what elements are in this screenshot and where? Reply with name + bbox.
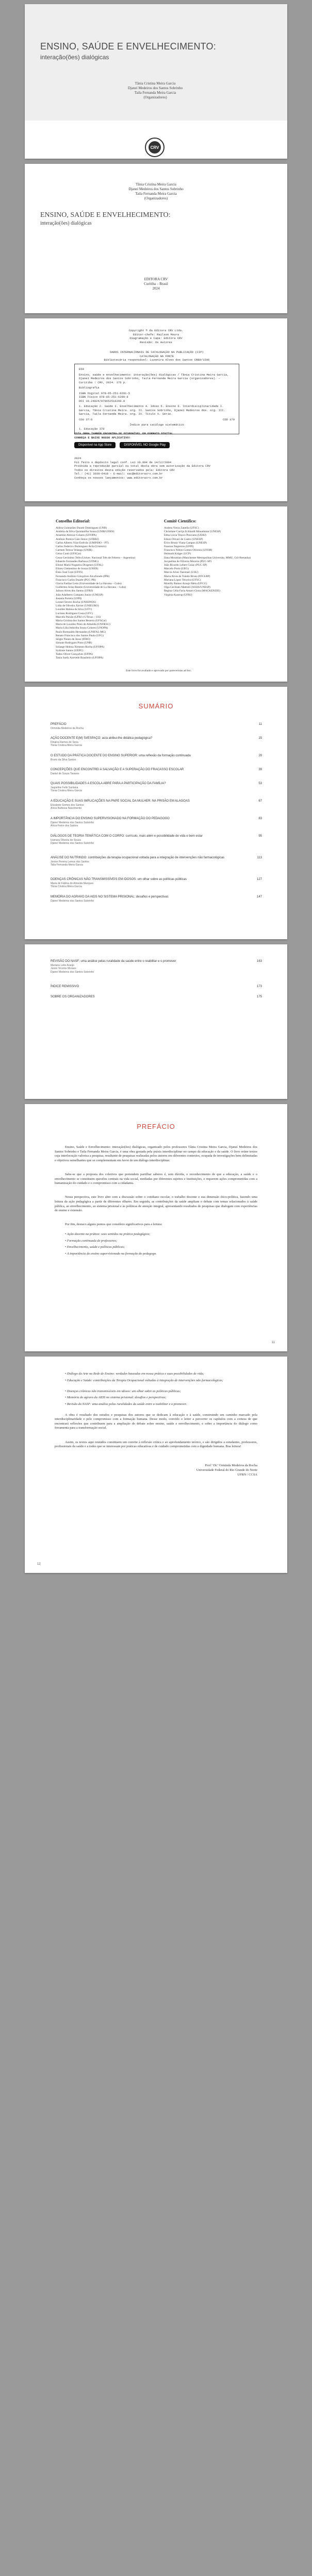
preface-paragraph: A obra é resultado dos estudos e pesquisas dos autores que se dedicam à educação e à saúde, construindo um caminho marcado pela interdisciplinaridade e pelo compromisso com a formação humana. Desse modo, convido o leitor a percorrer os capítulos com a certeza de que encontrará reflexões que contribuem para a ampliação do debate sobre ensino, saúde e envelhecimento, e sobre a importância do diálogo como ferramenta para a transformação social.: [55, 1413, 257, 1430]
preface-paragraph: Assim, os textos aqui reunidos constituem um convite à reflexão crítica e ao aprofundamento teórico, e são dirigidos a estudantes, professores, profissionais da saúde e a todos que se interessam por práticas educativas e de cuidado comprometidas com a dignidade humana. Boa leitura!: [55, 1440, 257, 1449]
editorial-board: [56, 519, 154, 660]
toc-entry-author: Maria de Fátima de Almeida Marques: [51, 882, 94, 885]
crv-logo-icon: [144, 137, 165, 158]
scientific-member: Edna Lúcia Tinoco Ponciano (UERJ): [164, 534, 206, 537]
title-page-author: Djaneí Medeiros dos Santos Sobrinho: [128, 187, 184, 191]
toc-entry: [51, 723, 262, 730]
copyright-line: Revisão: Os Autores: [140, 340, 172, 344]
title-page-publisher: [102, 277, 210, 291]
copyright-page: [25, 318, 287, 501]
toc-entry-author: Djaneí Medeiros dos Santos Sobrinho: [51, 842, 94, 845]
page-number: 11: [271, 1341, 275, 1344]
toc-entry-author: Ivamara Oliveira de Souza: [51, 838, 81, 842]
scientific-member: Edson Olivari de Castro (UNESP): [164, 537, 203, 541]
toc-entry: [51, 737, 262, 748]
toc-heading: SUMÁRIO: [138, 702, 174, 710]
editorial-member: Jailson Alves dos Santos (UFRJ): [56, 589, 93, 593]
toc-entry-author: Daniel de Souza Tavares: [51, 772, 79, 775]
editorial-member: Aldira Guimarães Duarte Domínguez (UNB): [56, 527, 107, 530]
toc-page: [25, 687, 287, 939]
editorial-member: Élsio José Corá (UFFS): [56, 571, 83, 574]
notice-line: CONHEÇA E BAIXE NOSSO APLICATIVO!: [74, 435, 130, 439]
toc-entry: [51, 995, 262, 999]
toc-entry-title: PREFÁCIO: [51, 723, 67, 726]
cover-subtitle: interação(ões) dialógicas: [40, 54, 109, 61]
editorial-member: Leonel Severo Rocha (UNISINOS): [56, 601, 96, 604]
catalog-id: E59: [79, 367, 84, 371]
editorial-member: Francisco Carlos Duarte (PUC-PR): [56, 578, 96, 582]
toc-entry-page: 29: [258, 754, 262, 757]
isbn-line: ISBN Físico 978-65-251-6290-8: [79, 395, 128, 399]
toc-entry-title: CONCEPÇÕES QUE ENCONTREI A SALVAÇÃO E A SUPERAÇÃO DO FRACASSO ESCOLAR: [51, 768, 184, 771]
copyright-footer: [74, 456, 239, 480]
preface-bullet: • A importância do ensino supervisionado na formação do pedagogo.: [65, 1251, 157, 1256]
preface-bullet: • Educação e Saúde: contribuições da Terapia Ocupacional voltadas à integração de intervenções não farmacológicas;: [65, 1378, 223, 1382]
toc-entry-title: AÇÃO DOCENTE E(M) SI/ESPAÇO: as/a atribui-lhe didática pedagógica?: [51, 737, 153, 740]
publisher-name: EDITORA CRV: [144, 277, 168, 281]
scientific-member: Marcia Alves Tassinari (USU): [164, 571, 199, 574]
preface-bullet: • Revisão do NASF: uma análise pelas ruralidades da saúde entre o reabilitar e o promover.: [65, 1402, 187, 1406]
toc-entry-page: 127: [256, 878, 262, 881]
title-page-authors: [102, 182, 210, 201]
editorial-member: Guillermo Arias Beatón (Universidade de La Havana – Cuba): [56, 586, 126, 589]
scientific-member: Érico Bruno Viana Campos (UNESP): [164, 541, 207, 545]
cover-page: [25, 4, 287, 159]
editorial-member: Eduardo Fernandes Barbosa (UFMG): [56, 560, 98, 563]
scientific-member: Francisco Nilton Gomes Oliveira (UFSM): [164, 549, 212, 552]
toc-entry-page: 15: [258, 737, 262, 740]
scientific-member: Mariana Lopez Teixeira (UFSC): [164, 578, 201, 582]
toc-entry-title: DIÁLOGOS DE TEORIA TEMÁTICA COM O CORPO: currículo, mais além e possibilidade de vida e bem estar: [51, 835, 203, 838]
editorial-member: Renato Francisco dos Santos Paula (UFG): [56, 634, 104, 637]
boards-page: [25, 506, 287, 682]
index-line: 1. Educação 370: [79, 427, 105, 431]
editorial-member: Carmen Tereza Velanga (UNIR): [56, 549, 92, 552]
editorial-member: Lourdes Helena da Silva (UFV): [56, 608, 92, 612]
editorial-member: Luciano Rodrigues Costa (UFV): [56, 612, 93, 615]
preface-page-cont: [25, 1357, 287, 1573]
editorial-member: Elizeu Clementino de Souza (UNEB): [56, 567, 98, 571]
cover-title: ENSINO, SAÚDE E ENVELHECIMENTO:: [40, 41, 216, 52]
footer-line: Proibida a reprodução parcial ou total desta obra sem autorização da Editora CRV: [74, 464, 211, 468]
catalog-heading: [74, 350, 239, 362]
title-page-author: Tânia Cristina Meira Garcia: [136, 182, 176, 187]
preface-signature: [196, 1464, 257, 1477]
editorial-member: Antônio Pereira Gaio Júnior (UFRRJ): [56, 537, 99, 541]
editorial-member: Maria Lília Imbiriba Sousa Colares (UNOPA): [56, 626, 108, 630]
editorial-member: Elione Maria Nogueira Diogenes (UFAL): [56, 564, 103, 567]
toc-entry-page: 95: [258, 835, 262, 838]
editorial-member: Cesar Gerónimo Tello (Univer. Nacional Três de Febrero – Argentina): [56, 556, 136, 560]
editorial-member: Carlos Federico Dominguez Avila (Unieuro): [56, 545, 106, 549]
toc-entry-author: Alícia Barbosa Nascimento: [51, 807, 82, 810]
toc-entry: [51, 754, 262, 761]
toc-entry-title: SOBRE OS ORGANIZADORES: [51, 995, 95, 998]
preface-bullet: • Doenças crônicas não transmissíveis em idosos: um olhar sobre as políticas públicas;: [65, 1389, 181, 1393]
scientific-member: Helmuth Krüger (UCP): [164, 552, 191, 556]
crv-logo-text: CRV: [150, 145, 159, 150]
editorial-member: Tadeu Oliver Gonçalves (UFPA): [56, 652, 93, 656]
editorial-member: Celso Conti (UFSCar): [56, 552, 81, 556]
editorial-member: Solange Helena Ximenes-Rocha (UFOPA): [56, 645, 105, 649]
editorial-member: Sydione Santos (UEPG): [56, 649, 84, 652]
scientific-member: Virgínia Kastrup (UFRJ): [164, 593, 192, 597]
toc-entry-title: O ESTUDO DA PRÁTICA DOCENTE DO ENSINO SUPERIOR: uma reflexão da formação continuada: [51, 754, 191, 757]
editorial-member: Simone Rodrigues Pinto (UNB): [56, 641, 92, 645]
catalog-cdu: CDU 37:6: [79, 417, 93, 421]
app-store-badge[interactable]: Disponível na App Store: [74, 442, 116, 448]
scientific-member: Ilana Mountian (Manchester Metropolitan University, MMU, Grã-Bretanha): [164, 556, 251, 560]
toc-entry: [51, 782, 262, 793]
cover-author: Djaneí Medeiros dos Santos Sobrinho: [127, 86, 183, 90]
notice-line: ESTA OBRA TAMBÉM ENCONTRA-SE DISPONÍVEL EM FORMATO DIGITAL.: [74, 432, 175, 435]
scientific-committee-list: [164, 527, 262, 597]
toc-entry-author: Djaneí Medeiros dos Santos Sobrinho: [51, 899, 94, 903]
scientific-member: Fauston Negreiros (UFPI): [164, 545, 194, 549]
preface-paragraph: Por fim, destaco alguns pontos que considero significativos para a leitura:: [65, 1223, 162, 1227]
page-number: 12: [37, 1563, 41, 1566]
toc-entry-page: 53: [258, 782, 262, 785]
publisher-year: 2024: [152, 286, 160, 291]
toc-entry-author: Taila Fernanda Meira Garcia: [51, 863, 84, 867]
cover-author: Tânia Cristina Meira Garcia: [135, 81, 176, 86]
catalog-isbn: [79, 392, 235, 403]
toc-entry: [51, 895, 262, 903]
toc-entry-title: A EDUCAÇÃO E SUAS IMPLICAÇÕES NA PNPE SOCIAL DA MULHER: NA PRISÃO EM ALAGOAS: [51, 800, 190, 803]
toc-entry-title: A IMPORTÂNCIA DO ENSINO SUPERVISIONADO NA FORMAÇÃO DO PEDAGOGO: [51, 817, 170, 820]
toc-entry-page: 113: [257, 856, 262, 859]
toc-entry-page: 163: [256, 960, 262, 963]
preface-bullet: • Formação continuada de professores;: [65, 1239, 118, 1243]
toc-entry: [51, 856, 262, 867]
copyright-lines: [102, 329, 210, 344]
preface-paragraph: Ensino, Saúde e Envelhecimento: interação(ões) dialógicas, organizado pelos professores Tânia Cristina Meira Garcia, Djaneí Medeiros dos Santos Sobrinho e Taila Fernanda Meira Garcia, é uma obra gestada pela práxis interdisciplinar no campo da educação e da saúde. O livro reúne textos cuja interlocução valoriza a pesquisa, resultante de pesquisas realizadas pelos autores em diferentes contextos, ocupada de investigações bem delimitadas e objetivos semelhantes que se complementam em favor de um diálogo interdisciplinar.: [55, 1145, 257, 1162]
catalog-text: Ensino, saúde e envelhecimento: interação(ões) dialógicas / Tânia Cristina Meira Garcia, Djaneí Medeiros dos Santos Sobrinho, Taila Fernanda Meira Garcia (organizadores). – Curitiba : CRV, 2024. 176 p.: [79, 372, 229, 384]
toc-entry-page: 147: [256, 895, 262, 899]
editorial-member: Anselmo Alencar Colares (UFOPA): [56, 534, 97, 537]
title-page: [25, 164, 287, 313]
toc-entry-title: DOENÇAS CRÔNICAS NÃO TRANSMISSÍVEIS EM IDOSOS: um olhar sobre as políticas públicas: [51, 878, 187, 881]
toc-entry-author: Tânia Cristina Meira Garcia: [51, 885, 82, 888]
toc-entry-title: ANÁLISE DO NUTRINDO: contribuições da terapia ocupacional voltada para a integração de intervenções não farmacológicas: [51, 856, 225, 859]
toc-entry-author: Jenise Pereira Lemos dos Santos: [51, 860, 89, 863]
editorial-member: Maria Cristina dos Santos Bezerra (UFSCar): [56, 619, 107, 623]
copyright-line: Diagramação e Capa: Editora CRV: [129, 336, 183, 340]
toc-entry-page: 11: [258, 723, 262, 726]
toc-entry-author: Tânia Cristina Meira Garcia: [51, 789, 82, 792]
catalog-heading-line: CATALOGAÇÃO NA FONTE: [139, 354, 174, 358]
google-play-badge[interactable]: DISPONÍVEL NO Google Play: [120, 442, 170, 448]
publisher-city: Curitiba – Brasil: [144, 282, 168, 286]
scientific-member: Regina Célia Faria Amaro Giora (MACKENZIE): [164, 589, 220, 593]
toc-entry-page: 67: [258, 800, 262, 803]
toc-entry-title: REVISÃO DO NASF: uma análise pelas ruralidade da saúde entre o reabilitar e o promover: [51, 960, 176, 963]
preface-bullet: • Envelhecimento, saúde e políticas públicas;: [65, 1245, 125, 1249]
title-page-title: ENSINO, SAÚDE E ENVELHECIMENTO:: [40, 211, 171, 219]
toc-entry-page: 173: [256, 985, 262, 988]
cover-authors: [106, 81, 204, 100]
cover-banner: [25, 4, 287, 121]
peer-review-note: Este livro foi avaliado e aprovado por pareceristas ad hoc.: [126, 669, 192, 672]
scientific-member: Marcelo Porto (UEG): [164, 567, 189, 571]
toc-entry: [51, 817, 262, 828]
scientific-member: João Ricardo Lebert Cozac (PUC-SP): [164, 564, 207, 567]
footer-line: 2024: [74, 456, 81, 460]
toc-entry: [51, 835, 262, 845]
catalog-subjects: 1. Educação 2. Saúde 3. Envelhecimento 4. Idoso 5. Ensino 6. Interdisciplinaridade I. Garcia, Tânia Cristina Meira. org. II. Santos Sobrinho, Djaneí Medeiros dos. org. III. Garcia, Taila Fernanda Meira. org. IV. Título V. Série.: [79, 404, 225, 416]
scientific-member: Andrea Vieira Zanella (UFSC): [164, 527, 199, 530]
isbn-line: ISBN Digital 978-65-251-6291-5: [79, 391, 130, 395]
editorial-member: Maria de Lourdes Pinto de Almeida (UNOESC): [56, 623, 110, 626]
toc-entry-author: Djaneí Medeiros dos Santos Sobrinho: [51, 821, 94, 824]
toc-entry-page: 83: [258, 817, 262, 820]
signature-line: Prof.ª Dr.ª Orminda Medeiros da Rocha: [205, 1464, 257, 1468]
editorial-board-title: Conselho Editorial:: [56, 519, 90, 523]
toc-entry-author: Júnior Vicente Moraes: [51, 967, 76, 970]
footer-line: Foi feito o depósito legal conf. Lei 10.994 de 14/12/2004: [74, 460, 172, 464]
store-badges: [74, 442, 170, 448]
toc-entry-title: QUAIS POSSIBILIDADES A ESCOLA ABRE PARA A PARTICIPAÇÃO DA FAMÍLIA?: [51, 782, 166, 785]
toc-entry: [51, 800, 262, 810]
digital-notice: [74, 432, 239, 439]
editorial-board-list: [56, 527, 154, 660]
catalog-heading-line: DADOS INTERNACIONAIS DE CATALOGAÇÃO NA PUBLICAÇÃO (CIP): [110, 350, 204, 354]
preface-bullet: • Ação docente na prática: seus sentidos na prática pedagógica;: [65, 1232, 151, 1236]
preface-heading: PREFÁCIO: [137, 1123, 175, 1130]
toc-entry: [51, 985, 262, 989]
catalog-heading-line: Bibliotecária responsável: Luzenira Alves dos Santos CRB9/1506: [104, 358, 210, 362]
editorial-member: Fernando Antônio Gonçalves Alcoforado (IPB): [56, 574, 110, 578]
copyright-line: Copyright © da Editora CRV Ltda.: [128, 329, 184, 332]
editorial-member: Carlos Alberto Vilar Estêvão (UMINHO – PT): [56, 541, 109, 545]
editorial-member: Paulo Romualdo Hernandes (UNIFAL-MG): [56, 630, 106, 634]
cover-author: Taila Fernanda Meira Garcia: [134, 91, 176, 95]
toc-entry-title: ÍNDICE REMISSIVO: [51, 985, 79, 988]
editorial-member: Andréia da Silva Quintanilha Sousa (UNIR/UFRN): [56, 530, 114, 534]
toc-entry: [51, 960, 262, 974]
toc-entry-author: Bruno da Silva Santos: [51, 758, 76, 761]
toc-entry: [51, 768, 262, 775]
catalog-bibliography: Bibliografia: [79, 386, 100, 389]
index-title: Índice para catálogo sistemático: [129, 423, 184, 427]
preface-paragraph: Nessa perspectiva, este livro abre com a discussão sobre o cotidiano escolar, o trabalho docente e sua dimensão ético-política, fazendo uma leitura da ação pedagógica a partir de diferentes olhares. Em seguida, as contribuições da saúde ampliam o debate com temas relacionados à saúde pública, ao envelhecimento, ao sistema prisional e às políticas de atenção integral, apresentando resultados de pesquisas que dialogam com experiências de ensino e extensão.: [55, 1195, 257, 1213]
title-page-subtitle: interação(ões) dialógicas: [40, 221, 92, 226]
scientific-member: Christiane Carrijo Eckhardt Mouammar (UNESP): [164, 530, 221, 534]
scientific-member: Monilly Ramos Araujo Melo (UFCG): [164, 582, 207, 586]
footer-line: Todos os direitos desta edição reservados pela: Editora CRV: [74, 468, 175, 472]
isbn-line: DOI 10.24824/978652516290.8: [79, 399, 125, 403]
preface-paragraph: Sabe-se que a proposta dos coletivos que pretendem partilhar saberes é, sem dúvida, o reconhecimento de que a educação, a saúde e o envelhecimento se constituem questões centrais na vida social, mediadas por diferentes sujeitos e instituições, e requerem ações comprometidas com a humanização do cuidado e o compromisso com a cidadania.: [55, 1173, 257, 1185]
toc-page-cont: [25, 944, 287, 1099]
preface-bullet: • Diálogo da Arte na Rede de Ensino: verdades baseadas em nossa prática e suas possibilidades de vida;: [65, 1372, 204, 1376]
editorial-member: Marcelo Paixão (UFRJ e UTexas – US): [56, 615, 101, 619]
signature-line: Universidade Federal do Rio Grande do Norte: [196, 1468, 257, 1472]
scientific-member: Maria Alves de Toledo Bruns (FFCLRP): [164, 574, 210, 578]
footer-line: Tel.: (41) 3039-6418 – E-mail: sac@editoracrv.com.br: [74, 472, 163, 476]
preface-page: [25, 1104, 287, 1351]
footer-line: Conheça os nossos lançamentos: www.editoracrv.com.br: [74, 476, 163, 480]
editorial-member: Sérgio Nunes de Jesus (IFRO): [56, 638, 90, 641]
catalog-card: [74, 364, 239, 434]
scientific-member: Jacqueline de Oliveira Moreira (PUC-SP): [164, 560, 211, 563]
toc-entry-author: Jaqueline Felix Santana: [51, 786, 78, 789]
toc-entry-page: 175: [256, 995, 262, 998]
toc-entry-author: Tânia Cristina Meira Garcia: [51, 744, 82, 747]
copyright-line: Editor-chefe: Railson Moura: [133, 332, 179, 336]
toc-entry-author: Dinalva Ramos de Sena: [51, 740, 78, 744]
editorial-member: Tania Suely Azevedo Brasileiro (UFOPA): [56, 656, 104, 660]
editorial-member: Gloria Fariñas León (Universidade de La Havana – Cuba): [56, 582, 122, 586]
editorial-member: Lídia de Oliveira Xavier (UNIEURO): [56, 604, 99, 608]
editorial-member: Josania Portela (UFPI): [56, 597, 82, 600]
toc-entry-author: Orminda Medeiros da Rocha: [51, 726, 84, 730]
toc-entry-author: Alícia Freire dos Santos: [51, 824, 78, 827]
title-page-author: Taila Fernanda Meira Garcia: [135, 192, 177, 196]
scientific-committee: [164, 519, 262, 597]
toc-entry-title: MEMÓRIA DO AGRAVO DA AIDS NO SISTEMA PRISIONAL: desafios e perspectivas: [51, 895, 169, 899]
title-page-author: (Organizadores): [144, 196, 168, 200]
signature-line: UFRN / CCSA: [237, 1472, 257, 1477]
toc-entry-author: Mariana Leite Araújo: [51, 963, 74, 967]
catalog-cdd: CDD 370: [222, 417, 235, 421]
scientific-committee-title: Comitê Científico:: [164, 519, 196, 523]
toc-entry-page: 39: [258, 768, 262, 771]
toc-entry-author: Elizabete Gomes dos Santos: [51, 803, 84, 807]
toc-entry-author: Djaneí Medeiros dos Santos Sobrinho: [51, 970, 94, 974]
preface-bullet: • Memória do agravo da AIDS no sistema prisional: desafios e perspectivas;: [65, 1396, 167, 1400]
editorial-member: João Adalberto Campato Junior (UNESP): [56, 593, 103, 597]
scientific-member: Olga Ceciliato Mattioli (ASSIS/UNESP): [164, 586, 210, 589]
cover-author: (Organizadores): [143, 95, 167, 99]
toc-entry: [51, 878, 262, 889]
